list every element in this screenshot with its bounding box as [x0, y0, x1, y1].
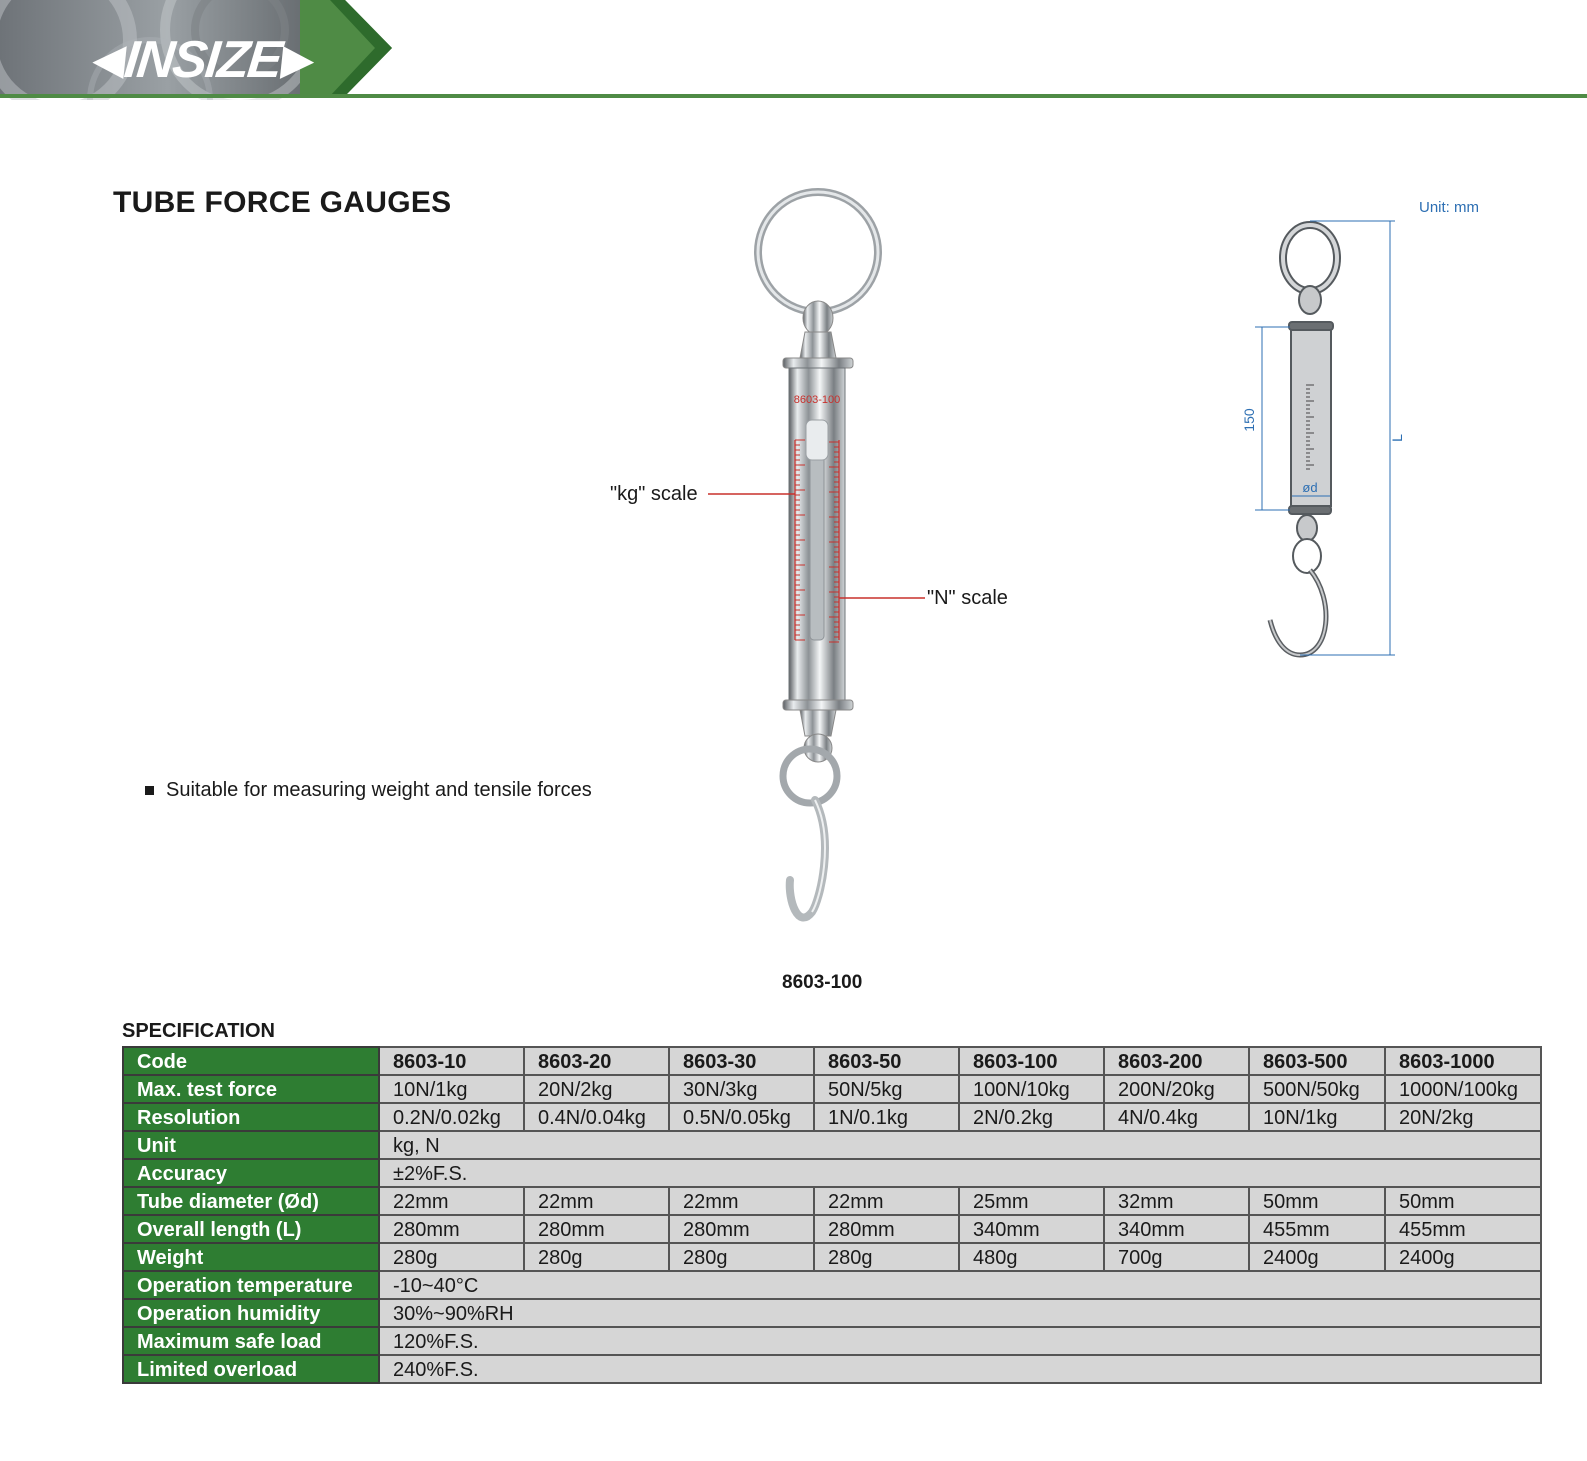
- spec-value-cell: 280g: [669, 1243, 814, 1271]
- feature-list-item: [145, 779, 592, 802]
- spec-value-cell: 30%~90%RH: [379, 1299, 1541, 1327]
- spec-row-label: Max. test force: [123, 1075, 379, 1103]
- dimension-l: L: [1389, 434, 1405, 442]
- spec-value-cell: 2400g: [1249, 1243, 1385, 1271]
- spec-value-cell: 30N/3kg: [669, 1075, 814, 1103]
- insize-logo: [89, 30, 316, 90]
- spec-value-cell: 1000N/100kg: [1385, 1075, 1541, 1103]
- model-code-cell: 8603-200: [1104, 1047, 1249, 1075]
- spec-value-cell: 280mm: [379, 1215, 524, 1243]
- spec-value-cell: 280mm: [814, 1215, 959, 1243]
- model-code-cell: 8603-1000: [1385, 1047, 1541, 1075]
- spec-value-cell: 120%F.S.: [379, 1327, 1541, 1355]
- model-code-cell: 8603-10: [379, 1047, 524, 1075]
- spec-row-label: Resolution: [123, 1103, 379, 1131]
- spec-row-label: Weight: [123, 1243, 379, 1271]
- spec-row: [123, 1047, 1541, 1075]
- spec-value-cell: 22mm: [524, 1187, 669, 1215]
- spec-row: [123, 1075, 1541, 1103]
- dimension-d: ød: [1302, 480, 1318, 495]
- spec-value-cell: 50N/5kg: [814, 1075, 959, 1103]
- tube-engraving: 8603-100: [793, 394, 841, 406]
- spec-row: [123, 1327, 1541, 1355]
- spec-value-cell: 20N/2kg: [524, 1075, 669, 1103]
- spec-value-cell: 22mm: [379, 1187, 524, 1215]
- spec-row-label: Limited overload: [123, 1355, 379, 1383]
- spec-value-cell: 240%F.S.: [379, 1355, 1541, 1383]
- n-scale-callout: "N" scale: [927, 587, 1008, 609]
- spec-value-cell: 455mm: [1249, 1215, 1385, 1243]
- spec-value-cell: 480g: [959, 1243, 1104, 1271]
- feature-text: Suitable for measuring weight and tensile forces: [166, 779, 592, 801]
- spec-value-cell: ±2%F.S.: [379, 1159, 1541, 1187]
- page-title: TUBE FORCE GAUGES: [113, 186, 452, 219]
- spec-row: [123, 1103, 1541, 1131]
- spec-value-cell: 280mm: [669, 1215, 814, 1243]
- unit-note: Unit: mm: [1419, 199, 1479, 216]
- spec-value-cell: 22mm: [814, 1187, 959, 1215]
- spec-value-cell: 200N/20kg: [1104, 1075, 1249, 1103]
- spec-row: [123, 1243, 1541, 1271]
- photo-caption: 8603-100: [782, 972, 863, 993]
- spec-value-cell: 10N/1kg: [1249, 1103, 1385, 1131]
- model-code-cell: 8603-100: [959, 1047, 1104, 1075]
- dimension-150: 150: [1241, 408, 1257, 432]
- dimension-drawing: [1225, 195, 1505, 675]
- spec-value-cell: 25mm: [959, 1187, 1104, 1215]
- spec-value-cell: 2400g: [1385, 1243, 1541, 1271]
- spec-row-label: Overall length (L): [123, 1215, 379, 1243]
- model-code-cell: 8603-30: [669, 1047, 814, 1075]
- model-code-cell: 8603-50: [814, 1047, 959, 1075]
- spec-value-cell: 340mm: [959, 1215, 1104, 1243]
- spec-value-cell: 0.5N/0.05kg: [669, 1103, 814, 1131]
- spec-value-cell: 700g: [1104, 1243, 1249, 1271]
- spec-value-cell: 10N/1kg: [379, 1075, 524, 1103]
- spec-value-cell: kg, N: [379, 1131, 1541, 1159]
- product-photo: [600, 180, 1060, 940]
- spec-value-cell: 280mm: [524, 1215, 669, 1243]
- spec-value-cell: 0.2N/0.02kg: [379, 1103, 524, 1131]
- spec-value-cell: 280g: [814, 1243, 959, 1271]
- header-rule: [0, 94, 1587, 98]
- model-code-cell: 8603-500: [1249, 1047, 1385, 1075]
- spec-value-cell: 340mm: [1104, 1215, 1249, 1243]
- spec-value-cell: 22mm: [669, 1187, 814, 1215]
- spec-row: [123, 1215, 1541, 1243]
- spec-value-cell: 100N/10kg: [959, 1075, 1104, 1103]
- spec-row-label: Maximum safe load: [123, 1327, 379, 1355]
- model-code-cell: 8603-20: [524, 1047, 669, 1075]
- spec-value-cell: 500N/50kg: [1249, 1075, 1385, 1103]
- spec-row-label: Operation humidity: [123, 1299, 379, 1327]
- bullet-icon: [145, 786, 154, 795]
- arrow-left-icon: ◀: [91, 38, 126, 82]
- spec-value-cell: 0.4N/0.04kg: [524, 1103, 669, 1131]
- spec-value-cell: 280g: [379, 1243, 524, 1271]
- spec-value-cell: 2N/0.2kg: [959, 1103, 1104, 1131]
- spec-row-label: Unit: [123, 1131, 379, 1159]
- kg-scale-callout: "kg" scale: [610, 483, 698, 505]
- spec-value-cell: 455mm: [1385, 1215, 1541, 1243]
- spec-row: [123, 1271, 1541, 1299]
- brand-name: INSIZE: [121, 31, 284, 89]
- spec-value-cell: 50mm: [1385, 1187, 1541, 1215]
- spec-row: [123, 1131, 1541, 1159]
- spec-heading: SPECIFICATION: [122, 1020, 275, 1042]
- spec-row-label: Code: [123, 1047, 379, 1075]
- spec-value-cell: 1N/0.1kg: [814, 1103, 959, 1131]
- spec-row-label: Accuracy: [123, 1159, 379, 1187]
- spec-value-cell: 50mm: [1249, 1187, 1385, 1215]
- spec-row-label: Tube diameter (Ød): [123, 1187, 379, 1215]
- spec-row: [123, 1187, 1541, 1215]
- spec-row-label: Operation temperature: [123, 1271, 379, 1299]
- spec-value-cell: -10~40°C: [379, 1271, 1541, 1299]
- arrow-right-icon: ▶: [280, 38, 314, 82]
- spec-row: [123, 1159, 1541, 1187]
- spec-value-cell: 4N/0.4kg: [1104, 1103, 1249, 1131]
- spec-value-cell: 20N/2kg: [1385, 1103, 1541, 1131]
- spec-value-cell: 32mm: [1104, 1187, 1249, 1215]
- spec-row: [123, 1299, 1541, 1327]
- spec-value-cell: 280g: [524, 1243, 669, 1271]
- spec-row: [123, 1355, 1541, 1383]
- spec-table: [122, 1046, 1542, 1384]
